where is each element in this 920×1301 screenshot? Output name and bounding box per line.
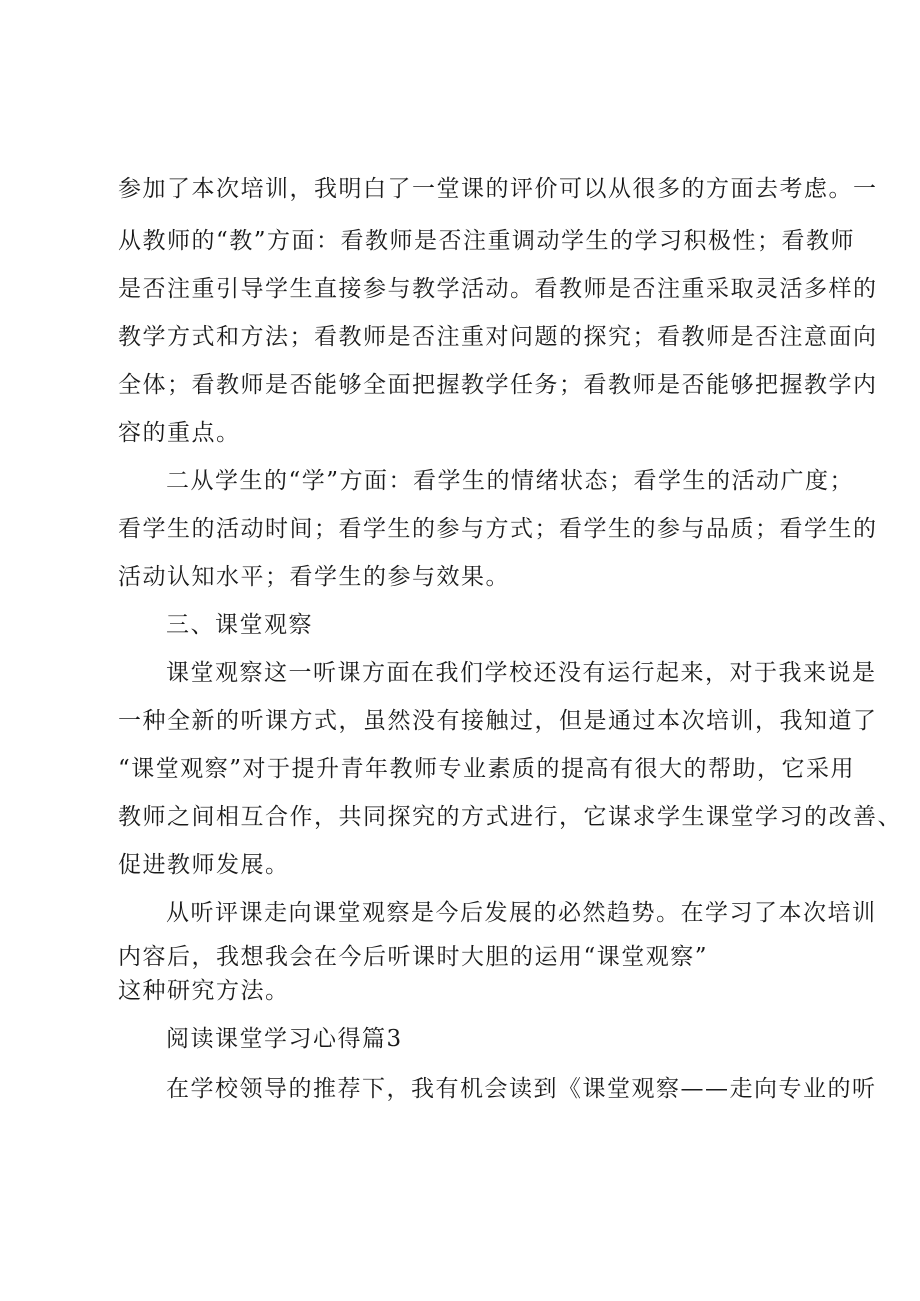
paragraph-line: 从听评课走向课堂观察是今后发展的必然趋势。在学习了本次培训 xyxy=(166,900,877,926)
paragraph-line: 二从学生的“学”方面：看学生的情绪状态；看学生的活动广度； xyxy=(166,468,855,494)
paragraph-line: 一种全新的听课方式，虽然没有接触过，但是通过本次培训，我知道了 xyxy=(118,708,878,734)
section-heading: 阅读课堂学习心得篇3 xyxy=(166,1026,403,1052)
paragraph-line: 容的重点。 xyxy=(118,420,241,446)
paragraph-line: 课堂观察这一听课方面在我们学校还没有运行起来，对于我来说是 xyxy=(166,660,877,686)
paragraph-line: 看学生的活动时间；看学生的参与方式；看学生的参与品质；看学生的 xyxy=(118,516,878,542)
section-heading: 三、课堂观察 xyxy=(166,612,313,638)
paragraph-line: 参加了本次培训，我明白了一堂课的评价可以从很多的方面去考虑。一 xyxy=(118,176,878,202)
paragraph-line: 教师之间相互合作，共同探究的方式进行，它谋求学生课堂学习的改善、 xyxy=(118,804,902,830)
paragraph-line: 是否注重引导学生直接参与教学活动。看教师是否注重采取灵活多样的 xyxy=(118,276,878,302)
paragraph-line: 在学校领导的推荐下，我有机会读到《课堂观察——走向专业的听 xyxy=(166,1076,877,1102)
paragraph-line: 从教师的“教”方面：看教师是否注重调动学生的学习积极性；看教师 xyxy=(118,228,856,254)
paragraph-line: 这种研究方法。 xyxy=(118,978,290,1004)
paragraph-line: 内容后，我想我会在今后听课时大胆的运用“课堂观察” xyxy=(118,944,709,970)
paragraph-line: 全体；看教师是否能够全面把握教学任务；看教师是否能够把握教学内 xyxy=(118,372,878,398)
paragraph-line: “课堂观察”对于提升青年教师专业素质的提高有很大的帮助，它采用 xyxy=(118,756,856,782)
paragraph-line: 教学方式和方法；看教师是否注重对问题的探究；看教师是否注意面向 xyxy=(118,324,878,350)
paragraph-line: 活动认知水平；看学生的参与效果。 xyxy=(118,564,510,590)
paragraph-line: 促进教师发展。 xyxy=(118,852,290,878)
